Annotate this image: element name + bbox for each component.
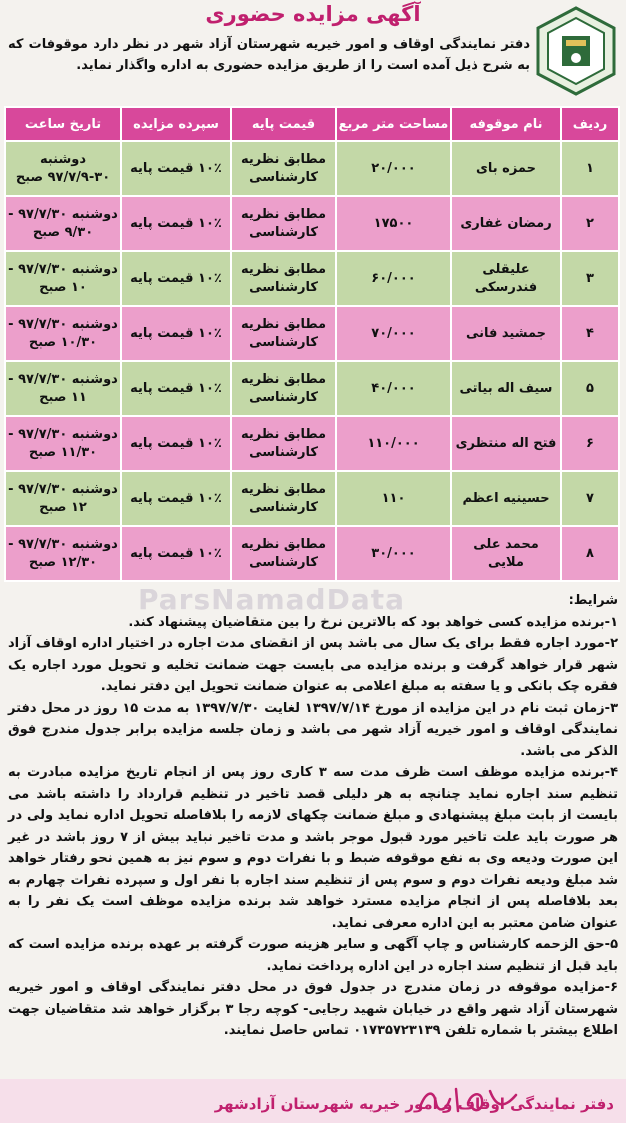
- row-number: ۴: [561, 306, 619, 361]
- base-price: مطابق نظریه کارشناسی: [231, 526, 336, 581]
- base-price: مطابق نظریه کارشناسی: [231, 361, 336, 416]
- table-row: [5, 141, 619, 196]
- area-value: ۴۰/۰۰۰: [336, 361, 451, 416]
- area-value: ۷۰/۰۰۰: [336, 306, 451, 361]
- deposit-value: ۱۰٪ قیمت پایه: [121, 251, 231, 306]
- endowment-name: حمزه بای: [451, 141, 561, 196]
- table-row: [5, 306, 619, 361]
- auction-datetime: دوشنبه ۳۰-۹۷/۷/۹ صبح: [5, 141, 121, 196]
- auction-datetime: دوشنبه ۹۷/۷/۳۰ - ۱۰ صبح: [5, 251, 121, 306]
- endowment-name: سیف اله بیاتی: [451, 361, 561, 416]
- column-header-name: نام موقوفه: [451, 107, 561, 141]
- deposit-value: ۱۰٪ قیمت پایه: [121, 471, 231, 526]
- auction-datetime: دوشنبه ۹۷/۷/۳۰ - ۱۰/۳۰ صبح: [5, 306, 121, 361]
- deposit-value: ۱۰٪ قیمت پایه: [121, 526, 231, 581]
- condition-item: ۵-حق الزحمه کارشناس و چاپ آگهی و سایر هزینه صورت گرفته بر عهده برنده مزایده است که باید قبل از تنظیم سند اجاره در این اداره پرداخت نماید.: [8, 937, 618, 974]
- base-price: مطابق نظریه کارشناسی: [231, 141, 336, 196]
- condition-item: ۶-مزایده موقوفه در زمان مندرج در جدول فوق در محل دفتر نمایندگی اوقاف و امور خیریه شهرستان آزاد شهر واقع در خیابان شهید رجایی- کوچه رجا ۳ برگزار خواهد شد متقاضیان جهت اطلاع بیشتر با شماره تلفن ۰۱۷۳۵۷۲۳۱۳۹ تماس حاصل نمایند.: [8, 980, 618, 1038]
- column-header-area: مساحت متر مربع: [336, 107, 451, 141]
- base-price: مطابق نظریه کارشناسی: [231, 416, 336, 471]
- endowment-name: جمشید فانی: [451, 306, 561, 361]
- footer-band: [0, 1079, 626, 1123]
- column-header-datetime: تاریخ ساعت: [5, 107, 121, 141]
- condition-item: ۳-زمان ثبت نام در این مزایده از مورخ ۱۳۹۷/۷/۱۴ لغایت ۱۳۹۷/۷/۳۰ به مدت ۱۵ روز در محل دفتر نمایندگی اوقاف و امور خیریه آزاد شهر می باشد و زمان جلسه مزایده برابر جدول مندرج فوق الذکر می باشد.: [8, 700, 618, 759]
- auction-table: [4, 106, 620, 582]
- watermark: ParsNamadData: [138, 583, 405, 616]
- table-header-row: [5, 107, 619, 141]
- column-header-base-price: قیمت پایه: [231, 107, 336, 141]
- condition-item: ۲-مورد اجاره فقط برای یک سال می باشد پس از انقضای مدت اجاره در اختیار اداره اوقاف آزاد شهر قرار خواهد گرفت و برنده مزایده می بایست جهت ضمانت تخلیه و تحویل مورد اجاره یک فقره چک بانکی و یا سفته به مبلغ اعلامی به عنوان ضمانت تحویل این دفتر نماید.: [8, 636, 618, 694]
- notice-title: آگهی مزایده حضوری: [205, 2, 421, 26]
- endowment-name: رمضان غفاری: [451, 196, 561, 251]
- area-value: ۱۱۰: [336, 471, 451, 526]
- condition-item: ۴-برنده مزایده موظف است ظرف مدت سه ۳ کاری روز پس از انجام تاریخ مزایده مبادرت به تنظیم سند اجاره نماید چنانچه به هر دلیلی قصد تاخیر در تنظیم قرارداد را داشته باشد می بایست از بابت مبلغ پیشنهادی و مبلغ ضمانت چکهای لازمه را بلافاصله تحویل اداره نماید ولی در هر صورت باید علت تاخیر مورد قبول موجر باشد و مدت تاخیر نباید بیش از ۷ روز باشد در غیر این صورت ودیعه وی به نفع موقوفه ضبط و با نفرات دوم و سوم نیز به همین نحو رفتار خواهد شد مبلغ ودیعه نفرات دوم و سوم پس از تنظیم سند اجاره با نفر اول و سپرده نفرات چهارم به بعد بلافاصله پس از انجام مزایده مسترد خواهد شد برنده مزایده موظف است یک نفر را به عنوان ضامن معتبر به این اداره معرفی نماید.: [8, 765, 619, 931]
- deposit-value: ۱۰٪ قیمت پایه: [121, 416, 231, 471]
- base-price: مطابق نظریه کارشناسی: [231, 471, 336, 526]
- row-number: ۲: [561, 196, 619, 251]
- auction-datetime: دوشنبه ۹۷/۷/۳۰ - ۹/۳۰ صبح: [5, 196, 121, 251]
- area-value: ۶۰/۰۰۰: [336, 251, 451, 306]
- base-price: مطابق نظریه کارشناسی: [231, 196, 336, 251]
- deposit-value: ۱۰٪ قیمت پایه: [121, 306, 231, 361]
- base-price: مطابق نظریه کارشناسی: [231, 306, 336, 361]
- area-value: ۳۰/۰۰۰: [336, 526, 451, 581]
- notice-intro: دفتر نمایندگی اوقاف و امور خیریه شهرستان آزاد شهر در نظر دارد موقوفات که به شرح ذیل آمده است را از طریق مزایده حضوری به اداره واگذار نماید.: [8, 37, 530, 73]
- table-row: [5, 251, 619, 306]
- table-row: [5, 526, 619, 581]
- deposit-value: ۱۰٪ قیمت پایه: [121, 196, 231, 251]
- auction-datetime: دوشنبه ۹۷/۷/۳۰ - ۱۱/۳۰ صبح: [5, 416, 121, 471]
- endowment-name: فتح اله منتظری: [451, 416, 561, 471]
- deposit-value: ۱۰٪ قیمت پایه: [121, 361, 231, 416]
- row-number: ۸: [561, 526, 619, 581]
- auction-datetime: دوشنبه ۹۷/۷/۳۰ - ۱۱ صبح: [5, 361, 121, 416]
- endowment-name: علیقلی فندرسکی: [451, 251, 561, 306]
- endowment-name: محمد علی ملایی: [451, 526, 561, 581]
- row-number: ۷: [561, 471, 619, 526]
- footer-office-name: دفتر نمایندگی اوقاف و امور خیریه شهرستان آزادشهر: [214, 1095, 614, 1113]
- table-row: [5, 471, 619, 526]
- column-header-deposit: سپرده مزایده: [121, 107, 231, 141]
- conditions-heading: شرایط:: [568, 593, 618, 608]
- area-value: ۲۰/۰۰۰: [336, 141, 451, 196]
- column-header-row-number: ردیف: [561, 107, 619, 141]
- row-number: ۳: [561, 251, 619, 306]
- row-number: ۶: [561, 416, 619, 471]
- endowment-name: حسینیه اعظم: [451, 471, 561, 526]
- table-row: [5, 361, 619, 416]
- deposit-value: ۱۰٪ قیمت پایه: [121, 141, 231, 196]
- table-row: [5, 416, 619, 471]
- table-row: [5, 196, 619, 251]
- handwritten-signature: [412, 1081, 522, 1117]
- auction-datetime: دوشنبه ۹۷/۷/۳۰ - ۱۲/۳۰ صبح: [5, 526, 121, 581]
- row-number: ۱: [561, 141, 619, 196]
- area-value: ۱۷۵۰۰: [336, 196, 451, 251]
- auction-datetime: دوشنبه ۹۷/۷/۳۰ - ۱۲ صبح: [5, 471, 121, 526]
- conditions-section: [8, 590, 618, 1042]
- base-price: مطابق نظریه کارشناسی: [231, 251, 336, 306]
- row-number: ۵: [561, 361, 619, 416]
- condition-item: ۱-برنده مزایده کسی خواهد بود که بالاترین نرخ را بین متقاضیان پیشنهاد کند.: [128, 614, 618, 630]
- area-value: ۱۱۰/۰۰۰: [336, 416, 451, 471]
